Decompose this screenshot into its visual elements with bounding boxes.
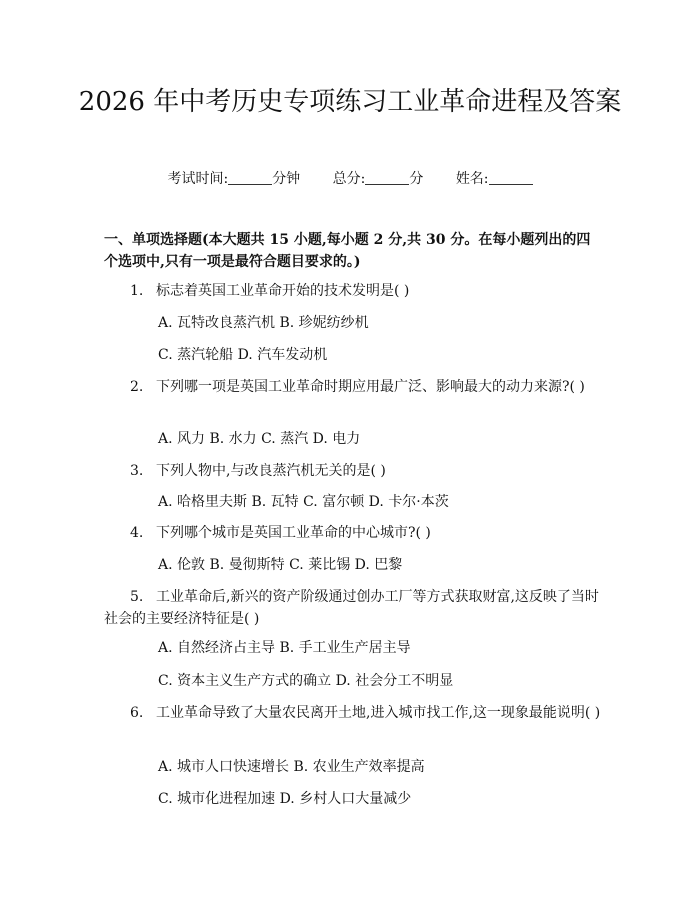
page-title: 2026 年中考历史专项练习工业革命进程及答案 [78, 87, 622, 117]
question-number: 4. [130, 525, 144, 541]
question-text: 工业革命后,新兴的资产阶级通过创办工厂等方式获取财富,这反映了当时社会的主要经济特征是( ) [104, 589, 599, 627]
exam-info-line [0, 168, 700, 190]
total-score-field [333, 171, 428, 187]
student-name-label: 姓名: [455, 171, 489, 187]
exam-time-blank [228, 170, 272, 185]
question-number: 6. [130, 705, 144, 721]
exam-time-field [167, 171, 304, 187]
exam-time-unit: 分钟 [272, 171, 301, 187]
question-3 [104, 460, 604, 482]
question-4 [104, 522, 604, 544]
question-number: 2. [130, 379, 144, 395]
question-2 [104, 376, 604, 398]
question-text: 标志着英国工业革命开始的技术发明是( ) [156, 283, 410, 299]
question-6-options-row-1: A. 城市人口快速增长 B. 农业生产效率提高 [158, 759, 425, 775]
question-1-options-row-2: C. 蒸汽轮船 D. 汽车发动机 [158, 347, 328, 363]
exam-time-label: 考试时间: [167, 171, 229, 187]
student-name-field [456, 171, 533, 187]
total-score-blank [365, 170, 409, 185]
question-4-options-row-1: A. 伦敦 B. 曼彻斯特 C. 莱比锡 D. 巴黎 [158, 557, 403, 573]
question-5-options-row-2: C. 资本主义生产方式的确立 D. 社会分工不明显 [158, 673, 454, 689]
question-text: 下列人物中,与改良蒸汽机无关的是( ) [156, 463, 386, 479]
question-1-options-row-1: A. 瓦特改良蒸汽机 B. 珍妮纺纱机 [158, 315, 369, 331]
question-5 [104, 586, 604, 630]
question-3-options-row-1: A. 哈格里夫斯 B. 瓦特 C. 富尔顿 D. 卡尔·本茨 [158, 494, 449, 510]
question-text: 下列哪一项是英国工业革命时期应用最广泛、影响最大的动力来源?( ) [156, 379, 585, 395]
question-number: 1. [130, 283, 144, 299]
student-name-blank [489, 170, 533, 185]
question-number: 5. [130, 589, 144, 605]
total-score-label: 总分: [332, 171, 366, 187]
question-6 [104, 702, 604, 724]
section-heading: 一、单项选择题(本大题共 15 小题,每小题 2 分,共 30 分。在每小题列出的四个选项中,只有一项是最符合题目要求的。) [104, 232, 591, 270]
question-text: 工业革命导致了大量农民离开土地,进入城市找工作,这一现象最能说明( ) [156, 705, 601, 721]
question-text: 下列哪个城市是英国工业革命的中心城市?( ) [156, 525, 431, 541]
question-5-options-row-1: A. 自然经济占主导 B. 手工业生产居主导 [158, 640, 411, 656]
question-1 [104, 280, 604, 302]
total-score-unit: 分 [409, 171, 424, 187]
question-number: 3. [130, 463, 144, 479]
question-2-options-row-1: A. 风力 B. 水力 C. 蒸汽 D. 电力 [158, 431, 361, 447]
question-6-options-row-2: C. 城市化进程加速 D. 乡村人口大量减少 [158, 791, 412, 807]
